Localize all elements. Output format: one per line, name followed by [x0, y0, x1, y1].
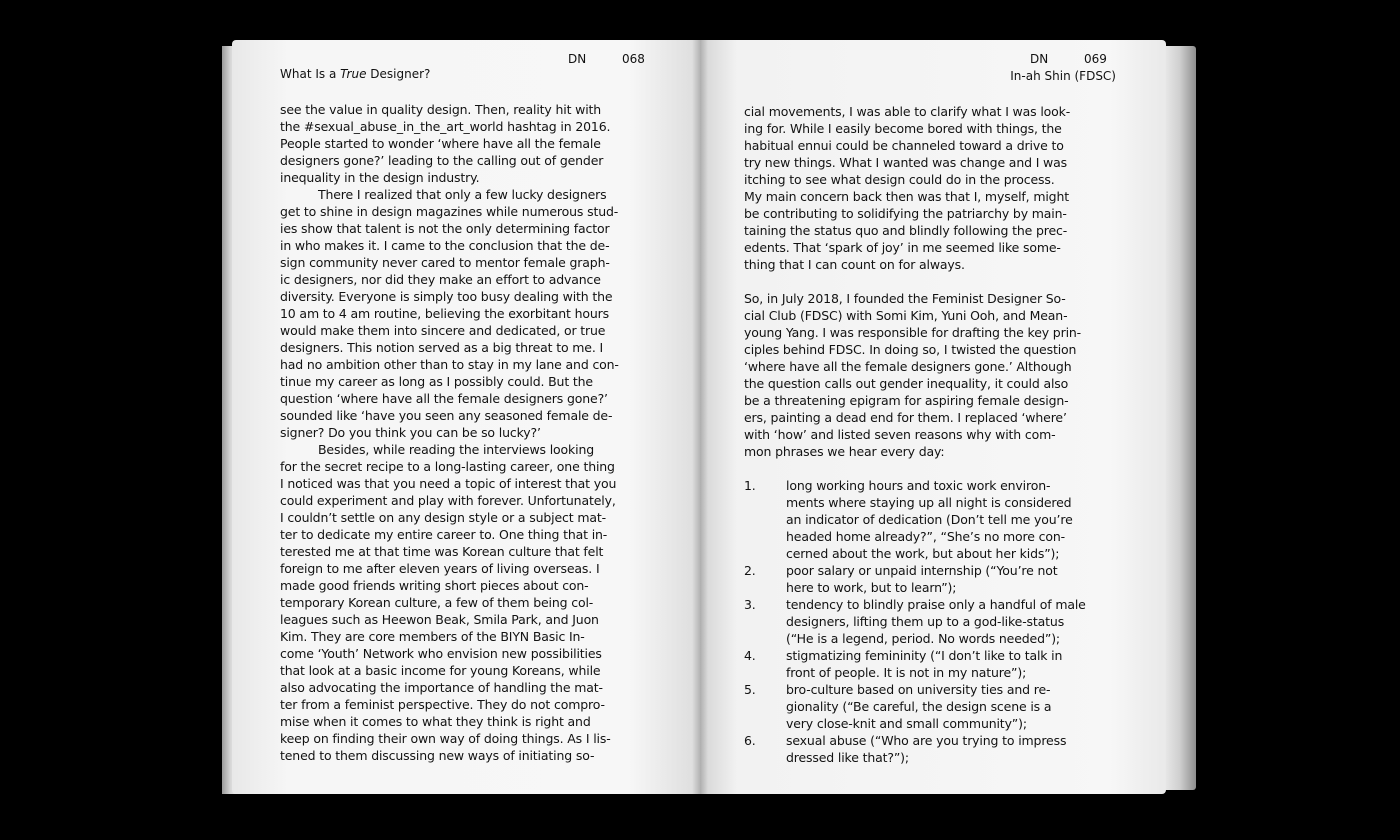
list-number: 2.: [744, 563, 756, 578]
text-line: an indicator of dedication (Don’t tell me you’re: [786, 512, 1073, 527]
list-number: 3.: [744, 597, 756, 612]
list-number: 6.: [744, 733, 756, 748]
text-line: itching to see what design could do in the process.: [744, 172, 1055, 187]
text-line: So, in July 2018, I founded the Feminist Designer So-: [744, 291, 1066, 306]
list-item: [744, 732, 1086, 766]
text-line: cerned about the work, but about her kids”);: [786, 546, 1060, 561]
list-item: [744, 681, 1086, 732]
left-page-code: DN: [568, 52, 587, 66]
text-line: ments where staying up all night is considered: [786, 495, 1072, 510]
text-line: habitual ennui could be channeled toward a drive to: [744, 138, 1064, 153]
text-line: dressed like that?”);: [786, 750, 909, 765]
list-number: 4.: [744, 648, 756, 663]
text-line: gionality (“Be careful, the design scene is a: [786, 699, 1052, 714]
text-line: cial movements, I was able to clarify what I was look-: [744, 104, 1071, 119]
text-line: cial Club (FDSC) with Somi Kim, Yuni Ooh, and Mean-: [744, 308, 1068, 323]
text-line: had no ambition other than to stay in my lane and con-: [280, 357, 619, 372]
text-line: question ‘where have all the female designers gone?’: [280, 391, 608, 406]
text-line: try new things. What I wanted was change and I was: [744, 155, 1068, 170]
text-line: be a threatening epigram for aspiring female design-: [744, 393, 1069, 408]
text-line: taining the status quo and blindly following the prec-: [744, 223, 1068, 238]
text-line: People started to wonder ‘where have all the female: [280, 136, 601, 151]
text-line: There I realized that only a few lucky designers: [318, 187, 607, 202]
list-item: [744, 596, 1086, 647]
right-page: [700, 40, 1166, 794]
text-line: the #sexual_abuse_in_the_art_world hashtag in 2016.: [280, 119, 611, 134]
text-line: poor salary or unpaid internship (“You’re not: [786, 563, 1058, 578]
left-page-title: What Is a True Designer?: [280, 67, 431, 81]
text-line: inequality in the design industry.: [280, 170, 480, 185]
text-line: here to work, but to learn”);: [786, 580, 957, 595]
text-line: long working hours and toxic work environ-: [786, 478, 1051, 493]
text-line: edents. That ‘spark of joy’ in me seemed like some-: [744, 240, 1061, 255]
right-page-subtitle: In-ah Shin (FDSC): [1010, 69, 1116, 83]
text-line: (“He is a legend, period. No words needed”);: [786, 631, 1060, 646]
text-line: mise when it comes to what they think is right and: [280, 714, 591, 729]
text-line: come ‘Youth’ Network who envision new possibilities: [280, 646, 602, 661]
text-line: ter from a feminist perspective. They do not compro-: [280, 697, 605, 712]
text-line: Kim. They are core members of the BIYN Basic In-: [280, 629, 585, 644]
list-number: 1.: [744, 478, 756, 493]
text-line: designers. This notion served as a big threat to me. I: [280, 340, 604, 355]
text-line: with ‘how’ and listed seven reasons why with com-: [744, 427, 1056, 442]
text-line: terested me at that time was Korean culture that felt: [280, 544, 604, 559]
text-line: ter to dedicate my entire career to. One thing that in-: [280, 527, 608, 542]
text-line: designers, lifting them up to a god-like-status: [786, 614, 1065, 629]
text-line: tened to them discussing new ways of initiating so-: [280, 748, 595, 763]
text-line: temporary Korean culture, a few of them being col-: [280, 595, 594, 610]
text-line: I couldn’t settle on any design style or a subject mat-: [280, 510, 606, 525]
text-line: young Yang. I was responsible for drafting the key prin-: [744, 325, 1082, 340]
text-line: bro-culture based on university ties and re-: [786, 682, 1051, 697]
text-line: ‘where have all the female designers gone.’ Although: [744, 359, 1072, 374]
text-line: see the value in quality design. Then, reality hit with: [280, 102, 602, 117]
text-line: leagues such as Heewon Beak, Smila Park, and Juon: [280, 612, 599, 627]
text-line: in who makes it. I came to the conclusion that the de-: [280, 238, 610, 253]
text-line: designers gone?’ leading to the calling out of gender: [280, 153, 604, 168]
text-line: front of people. It is not in my nature”);: [786, 665, 1027, 680]
text-line: signer? Do you think you can be so lucky?’: [280, 425, 541, 440]
text-line: that look at a basic income for young Koreans, while: [280, 663, 601, 678]
text-line: also advocating the importance of handling the mat-: [280, 680, 603, 695]
text-line: mon phrases we hear every day:: [744, 444, 945, 459]
right-page-code: DN: [1030, 52, 1049, 66]
right-page-number: 069: [1084, 52, 1107, 66]
left-page-number: 068: [622, 52, 645, 66]
text-line: I noticed was that you need a topic of interest that you: [280, 476, 617, 491]
text-line: get to shine in design magazines while numerous stud-: [280, 204, 619, 219]
text-line: the question calls out gender inequality, it could also: [744, 376, 1069, 391]
text-line: for the secret recipe to a long-lasting career, one thing: [280, 459, 615, 474]
text-line: ers, painting a dead end for them. I replaced ‘where’: [744, 410, 1067, 425]
text-line: tinue my career as long as I possibly could. But the: [280, 374, 593, 389]
text-line: sign community never cared to mentor female graph-: [280, 255, 610, 270]
text-line: ciples behind FDSC. In doing so, I twisted the question: [744, 342, 1077, 357]
text-line: keep on finding their own way of doing things. As I lis-: [280, 731, 611, 746]
text-line: foreign to me after eleven years of living overseas. I: [280, 561, 600, 576]
text-line: sounded like ‘have you seen any seasoned female de-: [280, 408, 613, 423]
right-page-body: [744, 103, 1086, 766]
list-item: [744, 647, 1086, 681]
text-line: Besides, while reading the interviews looking: [318, 442, 595, 457]
list-number: 5.: [744, 682, 756, 697]
list-item: [744, 562, 1086, 596]
text-line: ies show that talent is not the only determining factor: [280, 221, 610, 236]
text-line: sexual abuse (“Who are you trying to impress: [786, 733, 1067, 748]
text-line: stigmatizing femininity (“I don’t like to talk in: [786, 648, 1063, 663]
text-line: ic designers, nor did they make an effort to advance: [280, 272, 601, 287]
text-line: 10 am to 4 am routine, believing the exorbitant hours: [280, 306, 609, 321]
book-gutter: [692, 40, 708, 794]
list-item: [744, 477, 1086, 562]
text-line: made good friends writing short pieces about con-: [280, 578, 589, 593]
text-line: diversity. Everyone is simply too busy dealing with the: [280, 289, 613, 304]
text-line: could experiment and play with forever. Unfortunately,: [280, 493, 616, 508]
text-line: would make them into sincere and dedicated, or true: [280, 323, 606, 338]
text-line: ing for. While I easily become bored with things, the: [744, 121, 1062, 136]
text-line: tendency to blindly praise only a handful of male: [786, 597, 1086, 612]
text-line: thing that I can count on for always.: [744, 257, 965, 272]
text-line: very close-knit and small community”);: [786, 716, 1027, 731]
text-line: be contributing to solidifying the patriarchy by main-: [744, 206, 1067, 221]
left-page: [232, 40, 700, 794]
text-line: headed home already?”, “She’s no more con-: [786, 529, 1065, 544]
text-line: My main concern back then was that I, myself, might: [744, 189, 1069, 204]
left-page-body: [280, 101, 619, 764]
